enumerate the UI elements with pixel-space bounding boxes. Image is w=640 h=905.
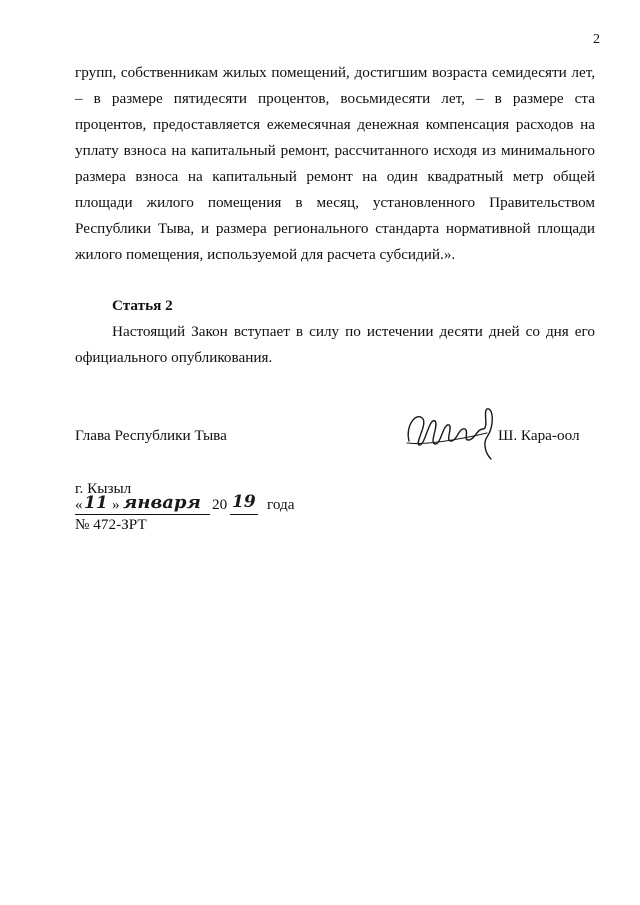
- signer-name: Ш. Кара-оол: [498, 427, 580, 444]
- signing-date: [75, 494, 315, 518]
- place-of-signing: г. Кызыл: [75, 480, 132, 497]
- year-underline: [230, 514, 258, 515]
- body-paragraph: групп, собственникам жилых помещений, достигшим возраста семидесяти лет, – в размере пятидесяти процентов, восьмидесяти лет, – в размере ста процентов, предоставляется ежемесячная денежная компенсация расходов на уплату взноса на капитальный ремонт, рассчитанного исходя из минимального размера взноса на капитальный ремонт на один квадратный метр общей площади жилого помещения в месяц, установленного Правительством Республики Тыва, и размера регионального стандарта нормативной площади жилого помещения, используемой для расчета субсидий.».: [75, 64, 595, 263]
- law-number: № 472-ЗРТ: [75, 516, 147, 533]
- handwritten-day: [82, 490, 114, 514]
- handwritten-signature: [403, 403, 498, 463]
- article-heading: Статья 2: [112, 297, 173, 314]
- handwritten-year: [230, 488, 264, 514]
- handwritten-month-text: января: [123, 492, 201, 513]
- handwritten-month: [123, 486, 213, 514]
- year-prefix: 20: [212, 496, 228, 513]
- article-text: Настоящий Закон вступает в силу по истечении десяти дней со дня его официального опубликования.: [75, 323, 595, 366]
- date-underline: [75, 514, 210, 515]
- head-of-republic-title: Глава Республики Тыва: [75, 427, 227, 444]
- date-quote-close: »: [112, 496, 120, 513]
- handwritten-day-text: 11: [84, 493, 108, 513]
- page-number: 2: [593, 32, 600, 47]
- year-word: года: [267, 496, 295, 513]
- date-quote-open: «: [75, 496, 83, 513]
- handwritten-year-text: 19: [232, 492, 256, 512]
